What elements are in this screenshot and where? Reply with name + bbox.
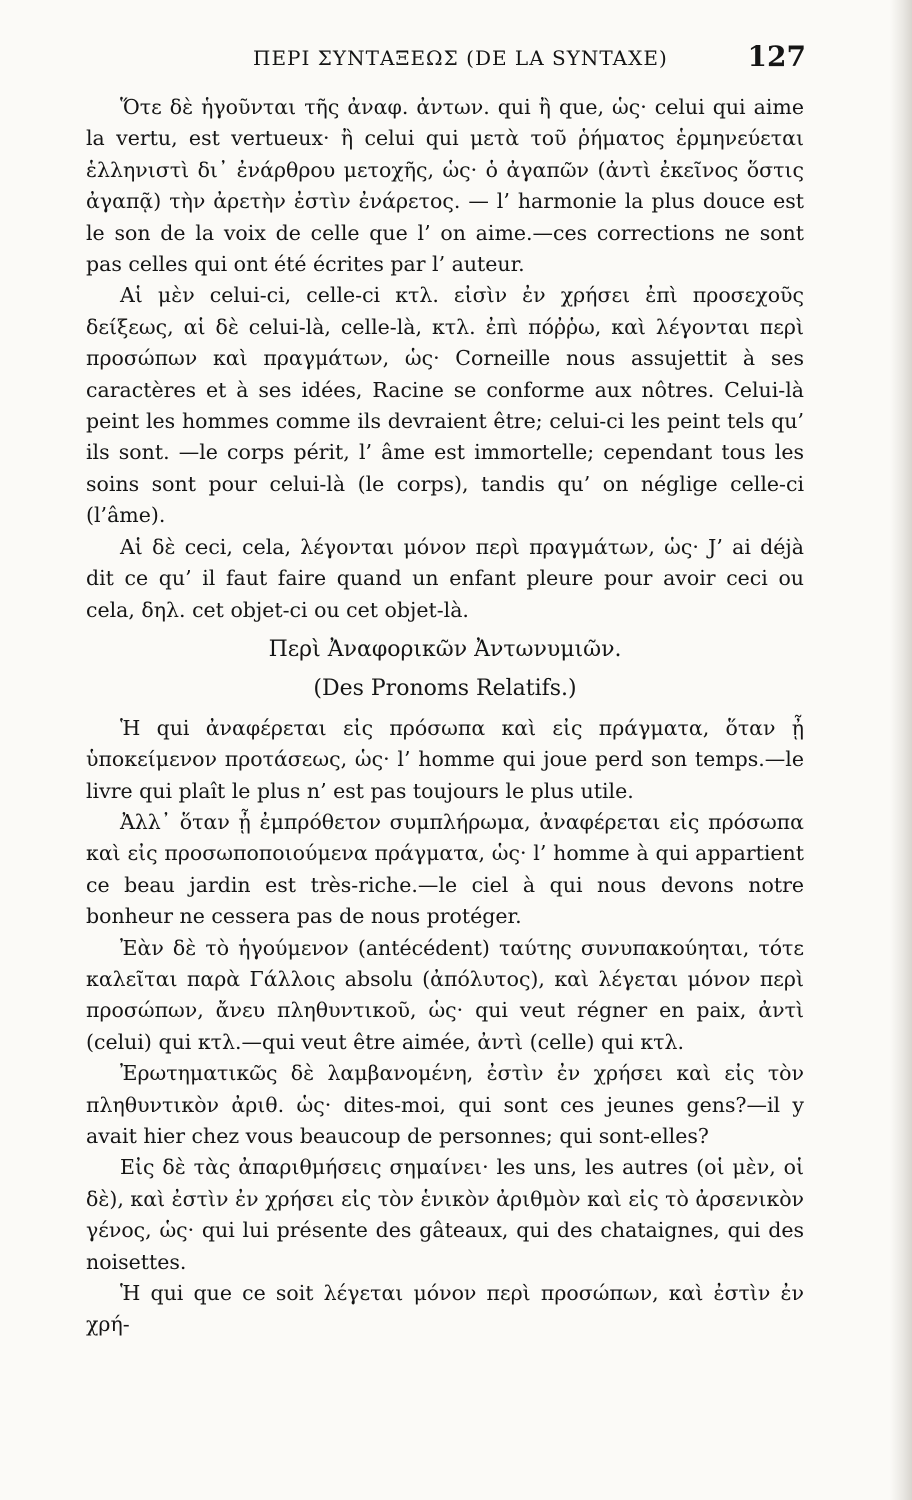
paragraph: Αἱ μὲν celui-ci, celle-ci κτλ. εἰσὶν ἐν χρήσει ἐπὶ προσεχοῦς δείξεως, αἱ δὲ celui-là, celle-là, κτλ. ἐπὶ πόῤῥω, καὶ λέγονται περὶ προσώπων καὶ πραγμάτων, ὡς· Corneille nous assujettit à ses caractères et à ses idées, Racine se conforme aux nôtres. Celui-là peint les hommes comme ils devraient être; celui-ci les peint tels qu’ ils sont. —le corps périt, l’ âme est immortelle; cependant tous les soins sont pour celui-là (le corps), tandis qu’ on néglige celle-ci (l’âme).	[86, 283, 804, 528]
paragraph: Ἐρωτηματικῶς δὲ λαμβανομένη, ἐστὶν ἐν χρήσει καὶ εἰς τὸν πληθυντικὸν ἀριθ. ὡς· dites-moi, qui sont ces jeunes gens?—il y avait hier chez vous beaucoup de personnes; qui sont-elles?	[86, 1061, 804, 1148]
running-title: ΠΕΡΙ ΣΥΝΤΑΞΕΩΣ (DE LA SYNTAXE)	[253, 46, 668, 70]
page-body	[86, 92, 804, 1341]
section-heading-greek: Περὶ Ἀναφορικῶν Ἀντωνυμιῶν.	[268, 636, 622, 662]
paragraph: Ἐὰν δὲ τὸ ἡγούμενον (antécédent) ταύτης συνυπακούηται, τότε καλεῖται παρὰ Γάλλοις absolu (ἀπόλυτος), καὶ λέγεται μόνον περὶ προσώπων, ἄνευ πληθυντικοῦ, ὡς· qui veut régner en paix, ἀντὶ (celui) qui κτλ.—qui veut être aimée, ἀντὶ (celle) qui κτλ.	[86, 935, 804, 1054]
paragraph: Ἡ qui que ce soit λέγεται μόνον περὶ προσώπων, καὶ ἐστὶν ἐν χρή-	[86, 1281, 804, 1337]
paragraph: Ἀλλ᾽ ὅταν ᾖ ἐμπρόθετον συμπλήρωμα, ἀναφέρεται εἰς πρόσωπα καὶ εἰς προσωποποιούμενα πράγματα, ὡς· l’ homme à qui appartient ce beau jardin est très-riche.—le ciel à qui nous devons notre bonheur ne cessera pas de nous protéger.	[86, 809, 804, 929]
page-number: 127	[747, 40, 806, 73]
paragraph: Ἡ qui ἀναφέρεται εἰς πρόσωπα καὶ εἰς πράγματα, ὅταν ᾖ ὑποκείμενον προτάσεως, ὡς· l’ homme qui joue perd son temps.—le livre qui plaît le plus n’ est pas toujours le plus utile.	[86, 715, 804, 803]
section-heading-french: (Des Pronoms Relatifs.)	[313, 676, 577, 702]
page-header	[88, 40, 806, 80]
page-gutter-shadow	[890, 0, 912, 1500]
paragraph: Αἱ δὲ ceci, cela, λέγονται μόνον περὶ πραγμάτων, ὡς· J’ ai déjà dit ce qu’ il faut faire quand un enfant pleure pour avoir ceci ou cela, δηλ. cet objet-ci ou cet objet-là.	[86, 534, 804, 622]
paragraph: Εἰς δὲ τὰς ἀπαριθμήσεις σημαίνει· les uns, les autres (οἱ μὲν, οἱ δὲ), καὶ ἐστὶν ἐν χρήσει εἰς τὸν ἑνικὸν ἀριθμὸν καὶ εἰς τὸ ἀρσενικὸν γένος, ὡς· qui lui présente des gâteaux, qui des chataignes, qui des noisettes.	[86, 1155, 804, 1274]
paragraph: Ὅτε δὲ ἡγοῦνται τῆς ἀναφ. ἀντων. qui ἢ que, ὡς· celui qui aime la vertu, est vertueux· ἢ celui qui μετὰ τοῦ ῥήματος ἑρμηνεύεται ἑλληνιστὶ δι᾽ ἐνάρθρου μετοχῆς, ὡς· ὁ ἀγαπῶν (ἀντὶ ἐκεῖνος ὅστις ἀγαπᾷ) τὴν ἀρετὴν ἐστὶν ἐνάρετος. — l’ harmonie la plus douce est le son de la voix de celle que l’ on aime.—ces corrections ne sont pas celles qui ont été écrites par l’ auteur.	[86, 95, 804, 277]
